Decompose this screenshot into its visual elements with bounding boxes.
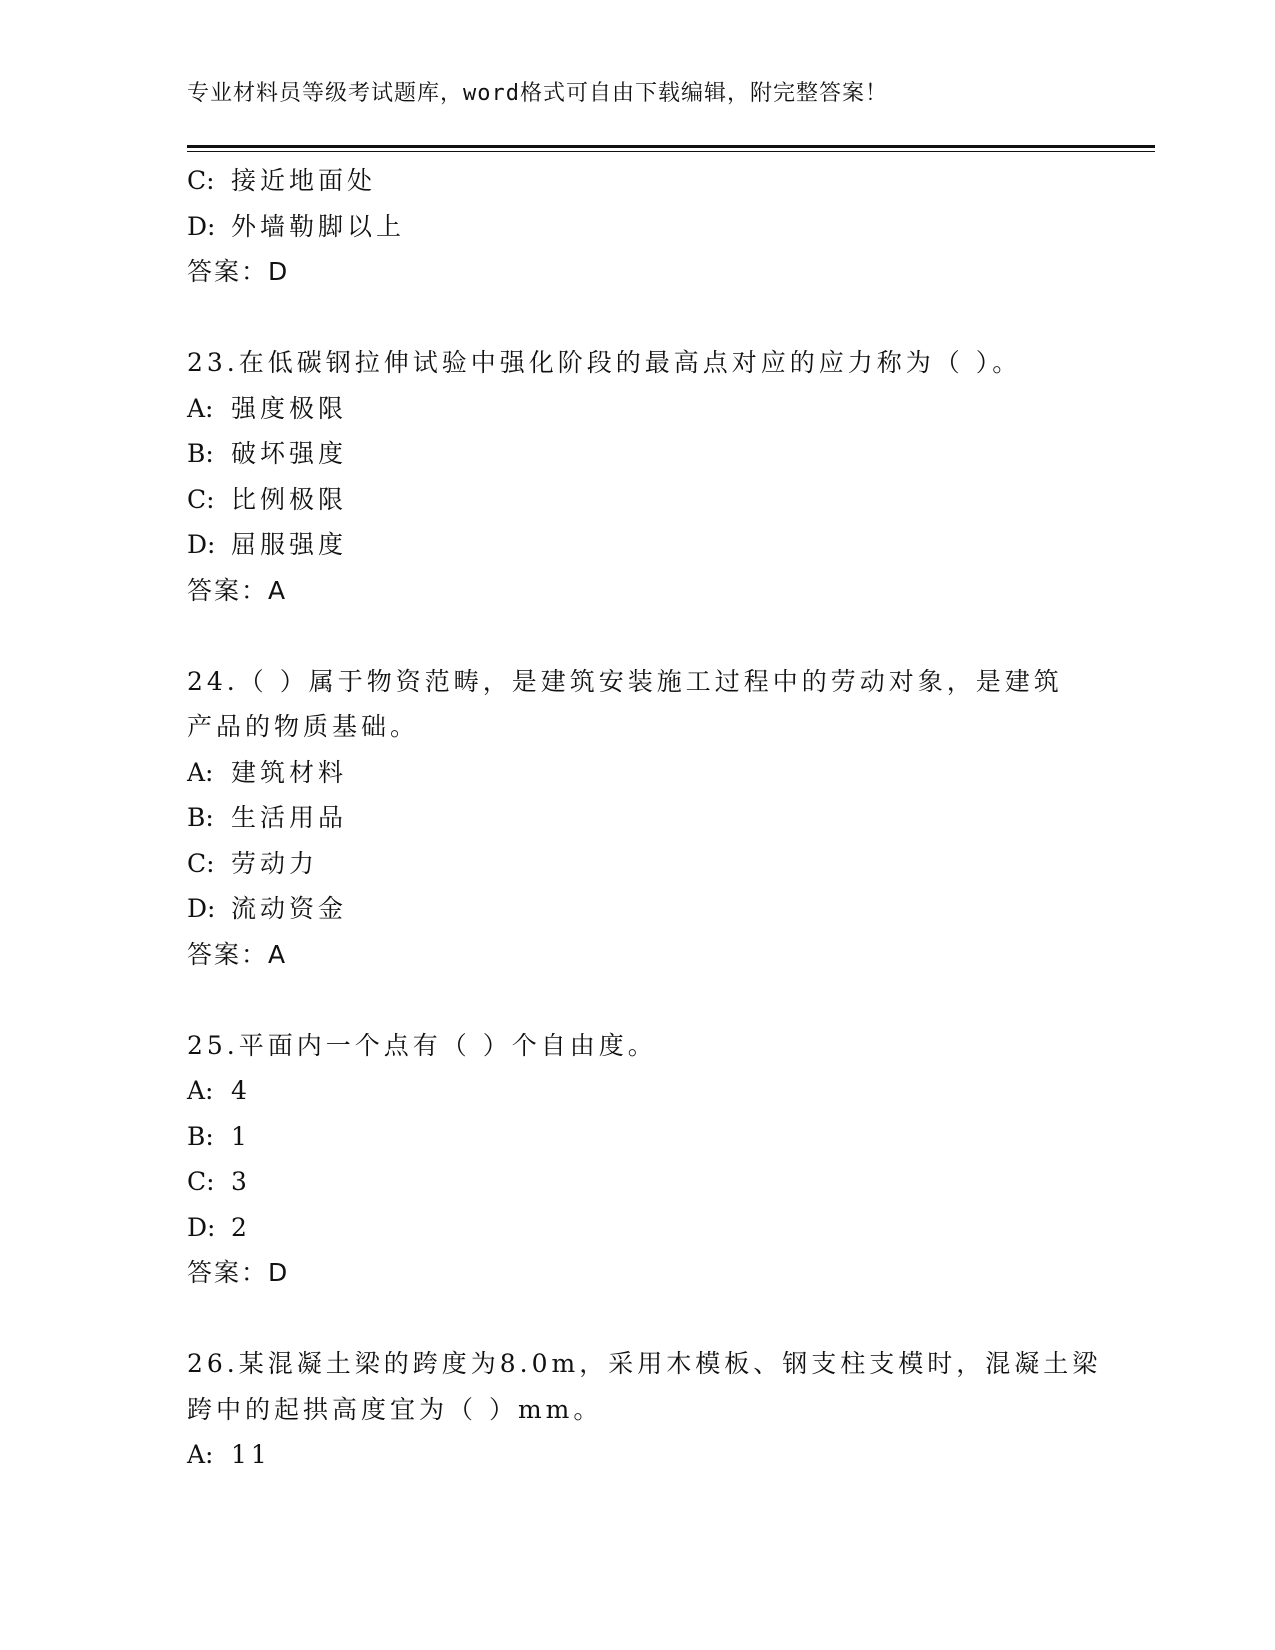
answer-line: 答案：D [187,1258,290,1287]
question-24 [187,659,1087,978]
spacer [187,977,1087,1023]
option-key: B: [187,1121,214,1151]
option-text: 4 [231,1076,251,1105]
option-text: 11 [231,1440,271,1469]
option-key: A: [187,757,214,787]
question-23 [187,340,1087,613]
option-c [187,1159,1087,1205]
question-text: 24.（ ）属于物资范畴，是建筑安装施工过程中的劳动对象，是建筑 [187,666,1063,696]
option-text: 1 [231,1121,251,1151]
option-text: 2 [231,1212,251,1242]
option-key: D: [187,1212,216,1242]
option-d [187,522,1087,568]
question-text: 25.平面内一个点有（ ）个自由度。 [187,1030,657,1060]
option-key: D: [187,530,216,559]
option-key: A: [187,1076,214,1105]
option-b [187,1114,1087,1160]
option-text: 屈服强度 [231,530,348,559]
question-text: 26.某混凝土梁的跨度为8.0m，采用木模板、钢支柱支模时，混凝土梁 [187,1349,1102,1378]
answer-line: 答案：D [187,257,290,286]
option-key: C: [187,1167,215,1196]
option-c [187,477,1087,523]
question-25 [187,1023,1087,1296]
option-text: 外墙勒脚以上 [231,211,406,241]
option-key: B: [187,439,214,468]
option-text: 破坏强度 [231,439,348,468]
option-a [187,1432,1087,1478]
spacer [187,1296,1087,1342]
option-key: C: [187,848,215,878]
option-key: C: [187,484,215,514]
question-26 [187,1341,1102,1478]
question-text-continued: 跨中的起拱高度宜为（ ）mm。 [187,1394,603,1424]
option-d [187,204,1087,250]
option-a [187,386,1087,432]
option-text: 强度极限 [231,393,348,423]
option-text: 接近地面处 [231,166,377,195]
answer-line: 答案：A [187,939,288,969]
option-text: 生活用品 [231,803,348,832]
option-c [187,158,1087,204]
option-text: 3 [231,1167,251,1196]
option-text: 劳动力 [231,848,319,878]
option-key: D: [187,894,216,923]
option-key: A: [187,393,214,423]
answer-line: 答案：A [187,575,288,605]
question-text: 23.在低碳钢拉伸试验中强化阶段的最高点对应的应力称为（ ）。 [187,348,1022,377]
option-d [187,1205,1087,1251]
partial-question [187,158,1087,295]
option-key: C: [187,166,215,195]
header-rule-thin [187,151,1155,152]
question-text-continued: 产品的物质基础。 [187,712,420,741]
option-c [187,841,1087,887]
page-header: 专业材料员等级考试题库，word格式可自由下载编辑，附完整答案！ [187,81,888,106]
option-text: 建筑材料 [231,757,348,787]
option-key: D: [187,211,216,241]
option-text: 比例极限 [231,484,348,514]
option-text: 流动资金 [231,894,348,923]
option-d [187,886,1087,932]
header-rule-thick [187,145,1155,148]
option-b [187,431,1087,477]
option-key: A: [187,1440,214,1469]
option-a [187,1068,1087,1114]
question-list [187,158,1102,1478]
option-b [187,795,1087,841]
spacer [187,295,1087,341]
option-key: B: [187,803,214,832]
spacer [187,613,1087,659]
option-a [187,750,1087,796]
